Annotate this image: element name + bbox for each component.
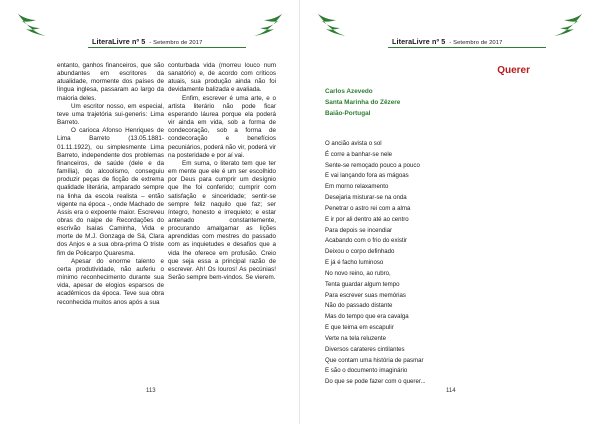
poem-verses — [325, 139, 426, 388]
verse-line: E vai lançando fora as mágoas — [325, 172, 409, 180]
issue-date: - Setembro de 2017 — [149, 40, 203, 46]
verse-line: Penetrar o astro rei com a alma — [325, 204, 411, 212]
poem-title: Querer — [497, 65, 530, 76]
verse-line: É corre a banhar-se nele — [325, 150, 393, 158]
paragraph: entanto, ganhos financeiros, que são abundantes em escritores da atualidade, mormente dos países de língua inglesa, passaram ao largo da maioria deles. — [57, 62, 164, 102]
page-header — [14, 10, 286, 50]
verse-line: O ancião avista o sol — [325, 140, 382, 147]
author-name: Carlos Azevedo — [325, 88, 373, 95]
verse-line: Que contam uma história de pasmar — [325, 356, 424, 364]
header-rule — [388, 47, 546, 48]
verse-line: Tenta guardar algum tempo — [325, 280, 400, 288]
page-number: 113 — [146, 388, 156, 394]
verse-line: E ir por ali dentro até ao centro — [325, 215, 409, 223]
verse-line: Sente-se remoçado pouco a pouco — [325, 161, 420, 169]
paragraph: Enfim, escrever é uma arte, e o artista literário não pode ficar esperando láurea porque ela poderá vir ainda em vida, sob a forma de condecoração, sob a forma de condecoração e benefícios pecuniários, poderá não vir, poderá vir na posteridade e por aí vai. — [168, 94, 276, 159]
verse-line: Do que se pode fazer com o querer... — [325, 378, 426, 386]
issue-date: - Setembro de 2017 — [449, 40, 503, 46]
verse-line: Diversos carateres cintilantes — [325, 345, 405, 353]
magazine-title: LiteraLivre nº 5 - Setembro de 2017 — [92, 37, 203, 46]
verse-line: Desejaria misturar-se na onda — [325, 194, 407, 202]
magazine-title: LiteraLivre nº 5 - Setembro de 2017 — [392, 37, 503, 46]
author-country: Baião-Portugal — [325, 110, 371, 117]
left-wing-icon — [14, 10, 48, 42]
verse-line: E que teima em escapulir — [325, 324, 394, 332]
verse-line: Em morno relaxamento — [325, 183, 389, 191]
verse-line: Acabando com o frio do existir — [325, 237, 407, 245]
author-block — [325, 86, 400, 119]
author-location: Santa Marinha do Zêzere — [325, 99, 401, 106]
paragraph: O carioca Afonso Henriques de Lima Barreto (13.05.1881-01.11.1922), ou simplesmente Lima Barreto, independente dos problemas financeiros, de saúde (dele e da família), do alcoolismo, conseguiu produzir peças de ficção de extrema qualidade literária, amparado sempre na linha da escola realista – então vigente na época -, onde Machado de Assis era o expoente maior. Escreveu obras do naipe de Recordações do escrivão Isaías Caminha, Vida e morte de M.J. Gonzaga de Sá, Clara dos Anjos e a sua obra-prima O triste fim de Policarpo Quaresma. — [57, 127, 164, 257]
verse-line: Deixou o corpo definhado — [325, 248, 395, 256]
paragraph: conturbada vida (morreu louco num sanatório) e, de acordo com críticos atuais, sua produção ainda não foi devidamente balizada e avaliada. — [168, 62, 276, 94]
page-number: 114 — [446, 388, 456, 394]
text-column-1 — [57, 62, 164, 307]
verse-line: E já é facho luminoso — [325, 259, 384, 267]
paragraph: Em suma, o literato tem que ter em mente que ele é um ser escolhido por Deus para cumprir um desígnio que lhe foi conferido; cumprir com satisfação e sinceridade; sentir-se sempre feliz naquilo que faz; ser íntegro, honesto e irrequieto; e estar antenado constantemente, procurando amalgamar as lições aprendidas com mestres do passado com as inquietudes e desafios que a vida lhe oferece em profusão. Creio que seja essa a principal razão de escrever. Ah! Os louros! As pecúnias! Serão sempre bem-vindos. Se vierem. — [168, 159, 276, 282]
left-wing-icon — [314, 10, 348, 42]
page-header — [314, 10, 586, 50]
right-wing-icon — [252, 10, 286, 42]
verse-line: Verte na tela reluzente — [325, 334, 386, 342]
verse-line: E são o documento imaginário — [325, 367, 408, 375]
right-wing-icon — [552, 10, 586, 42]
verse-line: Para escrever suas memórias — [325, 291, 406, 299]
verse-line: No novo reino, ao rubro, — [325, 269, 391, 277]
poem-title-wrap — [300, 60, 600, 78]
verse-line: Não do passado distante — [325, 302, 393, 310]
header-rule — [88, 47, 246, 48]
verse-line: Para depois se incendiar — [325, 226, 393, 234]
verse-line: Mas do tempo que era cavalga — [325, 313, 409, 321]
paragraph: Apesar do enorme talento e certa produtividade, não auferiu o mínimo reconhecimento durante sua vida, apesar de elogios esparsos de acadêmicos da época. Teve sua obra reconhecida muitos anos após a sua — [57, 257, 164, 306]
paragraph: Um escritor nosso, em especial, teve uma trajetória sui-generis: Lima Barreto. — [57, 102, 164, 127]
text-column-2 — [168, 62, 276, 282]
